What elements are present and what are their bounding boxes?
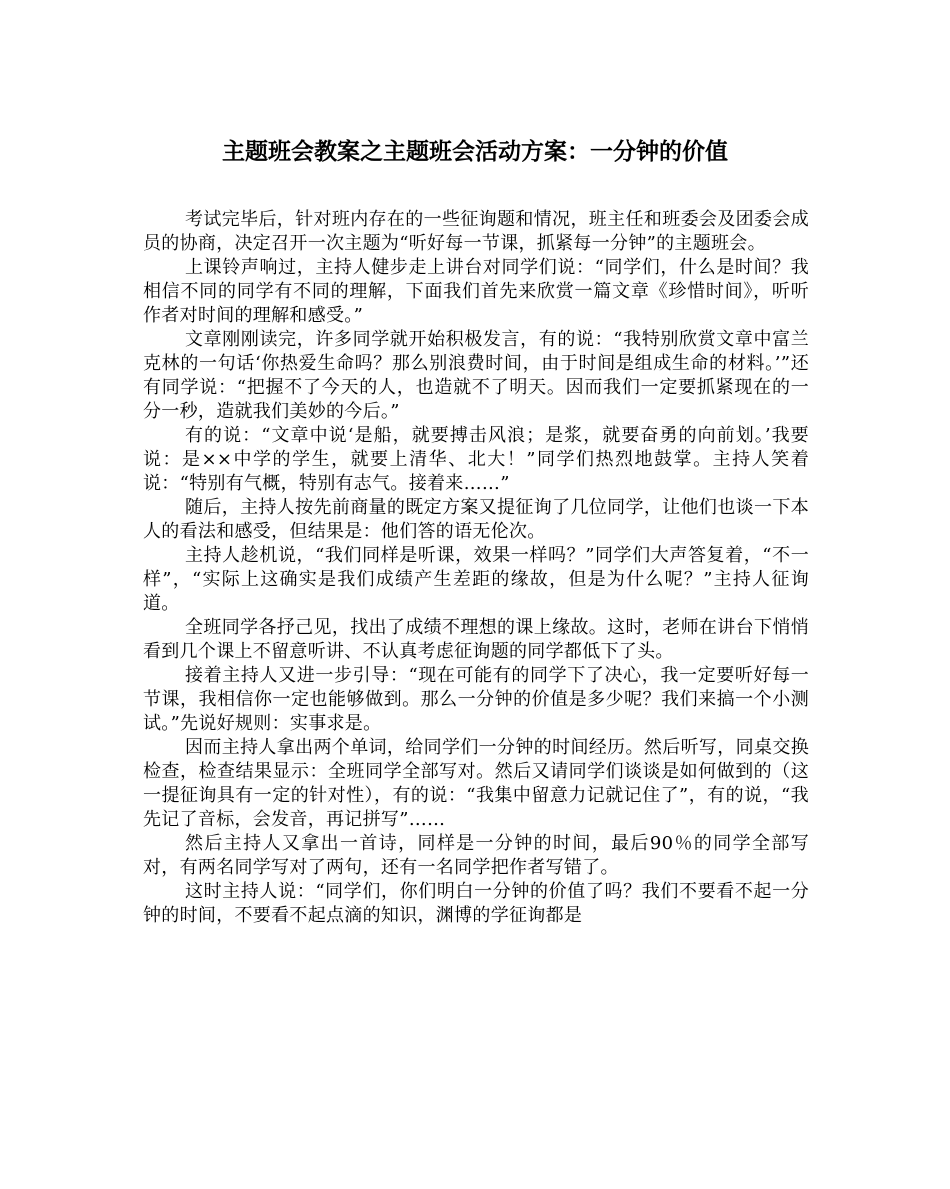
paragraph-7: 全班同学各抒己见，找出了成绩不理想的课上缘故。这时，老师在讲台下悄悄看到几个课上不留意听讲、不认真考虑征询题的同学都低下了头。 xyxy=(143,617,809,662)
paragraph-6: 主持人趁机说，“我们同样是听课，效果一样吗？”同学们大声答复着，“不一样”，“实际上这确实是我们成绩产生差距的缘故，但是为什么呢？”主持人征询道。 xyxy=(143,545,809,614)
document-title: 主题班会教案之主题班会活动方案：一分钟的价值 xyxy=(222,139,728,165)
paragraph-9: 因而主持人拿出两个单词，给同学们一分钟的时间经历。然后听写，同桌交换检查，检查结果显示：全班同学全部写对。然后又请同学们谈谈是如何做到的（这一提征询具有一定的针对性），有的说：“我集中留意力记就记住了”，有的说，“我先记了音标，会发音，再记拼写”…… xyxy=(143,737,809,830)
paragraph-3: 文章刚刚读完，许多同学就开始积极发言，有的说：“我特别欣赏文章中富兰克林的一句话‘你热爱生命吗？那么别浪费时间，由于时间是组成生命的材料。’”还有同学说：“把握不了今天的人，也造就不了明天。因而我们一定要抓紧现在的一分一秒，造就我们美妙的今后。” xyxy=(143,329,809,422)
paragraph-8: 接着主持人又进一步引导：“现在可能有的同学下了决心，我一定要听好每一节课，我相信你一定也能够做到。那么一分钟的价值是多少呢？我们来搞一个小测试。”先说好规则：实事求是。 xyxy=(143,665,809,734)
paragraph-11: 这时主持人说：“同学们，你们明白一分钟的价值了吗？我们不要看不起一分钟的时间，不要看不起点滴的知识，渊博的学征询都是 xyxy=(143,881,809,926)
paragraph-4: 有的说：“文章中说‘是船，就要搏击风浪；是浆，就要奋勇的向前划。’我要说：是××中学的学生，就要上清华、北大！”同学们热烈地鼓掌。主持人笑着说：“特别有气概，特别有志气。接着来……” xyxy=(143,425,809,494)
document-body xyxy=(143,208,809,928)
paragraph-1: 考试完毕后，针对班内存在的一些征询题和情况，班主任和班委会及团委会成员的协商，决定召开一次主题为“听好每一节课，抓紧每一分钟”的主题班会。 xyxy=(143,209,809,254)
paragraph-10: 然后主持人又拿出一首诗，同样是一分钟的时间，最后90％的同学全部写对，有两名同学写对了两句，还有一名同学把作者写错了。 xyxy=(143,833,809,878)
paragraph-2: 上课铃声响过，主持人健步走上讲台对同学们说：“同学们，什么是时间？我相信不同的同学有不同的理解，下面我们首先来欣赏一篇文章《珍惜时间》，听听作者对时间的理解和感受。” xyxy=(143,257,809,326)
paragraph-5: 随后，主持人按先前商量的既定方案又提征询了几位同学，让他们也谈一下本人的看法和感受，但结果是：他们答的语无伦次。 xyxy=(143,497,809,542)
